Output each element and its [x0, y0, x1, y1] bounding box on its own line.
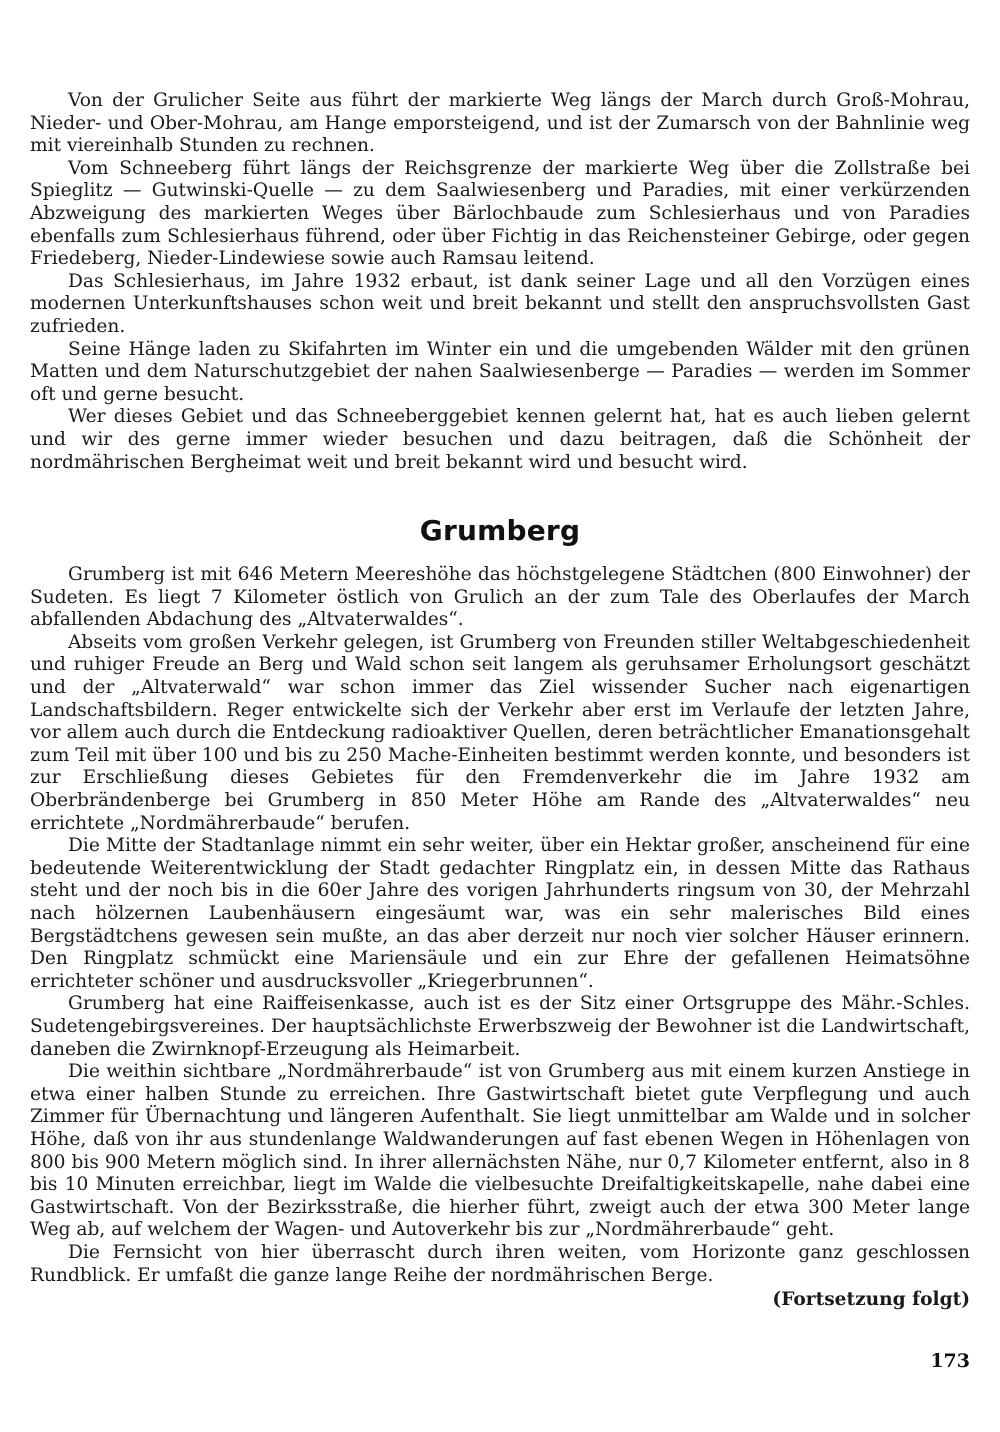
section-heading: Grumberg — [419, 514, 581, 548]
paragraph: Von der Grulicher Seite aus führt der markierte Weg längs der March durch Groß-Mohrau, Nieder- und Ober-Mohrau, am Hange emporsteigend, und ist der Zumarsch von der Bahnlinie weg mit viereinhalb Stunden zu rechnen. — [30, 90, 970, 157]
paragraph: Die Fernsicht von hier überrascht durch ihren weiten, vom Horizonte ganz geschlossen Rundblick. Er umfaßt die ganze lange Reihe der nordmährischen Berge. — [30, 1241, 970, 1286]
continuation-note: (Fortsetzung folgt) — [772, 1289, 970, 1311]
page-number: 173 — [930, 1350, 970, 1372]
paragraph: Seine Hänge laden zu Skifahrten im Winter ein und die umgebenden Wälder mit den grünen Matten und dem Naturschutzgebiet der nahen Saalwiesenberge — Paradies — werden im Sommer oft und gerne besucht. — [30, 338, 970, 405]
paragraph: Vom Schneeberg führt längs der Reichsgrenze der markierte Weg über die Zollstraße bei Spieglitz — Gutwinski-Quelle — zu dem Saalwiesenberg und Paradies, mit einer verkürzenden Abzweigung des markierten Weges über Bärlochbaude zum Schlesierhaus und von Paradies ebenfalls zum Schlesierhaus führend, oder über Fichtig in das Reichensteiner Gebirge, oder gegen Friedeberg, Nieder-Lindewiese sowie auch Ramsau leitend. — [30, 157, 970, 270]
paragraph: Grumberg ist mit 646 Metern Meereshöhe das höchstgelegene Städtchen (800 Einwohner) der Sudeten. Es liegt 7 Kilometer östlich von Grulich an der zum Tale des Oberlaufes der March abfallenden Abdachung des „Altvaterwaldes“. — [30, 564, 970, 631]
paragraph: Das Schlesierhaus, im Jahre 1932 erbaut, ist dank seiner Lage und all den Vorzügen eines modernen Unterkunftshauses schon weit und breit bekannt und stellt den anspruchsvollsten Gast zufrieden. — [30, 270, 970, 337]
paragraph: Grumberg hat eine Raiffeisenkasse, auch ist es der Sitz einer Ortsgruppe des Mähr.-Schles. Sudetengebirgsvereines. Der hauptsächlichste Erwerbszweig der Bewohner ist die Landwirtschaft, daneben die Zwirnknopf-Erzeugung als Heimarbeit. — [30, 993, 970, 1060]
section-schneeberg — [30, 90, 970, 474]
section-grumberg — [30, 564, 970, 1312]
paragraph: Wer dieses Gebiet und das Schneeberggebiet kennen gelernt hat, hat es auch lieben gelernt und wir des gerne immer wieder besuchen und dazu beitragen, daß die Schönheit der nordmährischen Bergheimat weit und breit bekannt wird und besucht wird. — [30, 406, 970, 473]
paragraph: Die Mitte der Stadtanlage nimmt ein sehr weiter, über ein Hektar großer, anscheinend für eine bedeutende Weiterentwicklung der Stadt gedachter Ringplatz ein, in dessen Mitte das Rathaus steht und der noch bis in die 60er Jahre des vorigen Jahrhunderts ringsum von 30, der Mehrzahl nach hölzernen Laubenhäusern eingesäumt war, was ein sehr malerisches Bild eines Bergstädtchens gewesen sein mußte, an das aber derzeit nur noch vier solcher Häuser erinnern. Den Ringplatz schmückt eine Mariensäule und ein zur Ehre der gefallenen Heimatsöhne errichteter schöner und ausdrucksvoller „Kriegerbrunnen“. — [30, 835, 970, 992]
paragraph: Die weithin sichtbare „Nordmährerbaude“ ist von Grumberg aus mit einem kurzen Anstiege in etwa einer halben Stunde zu erreichen. Ihre Gastwirtschaft bietet gute Verpflegung und auch Zimmer für Übernachtung und längeren Aufenthalt. Sie liegt unmittelbar am Walde und in solcher Höhe, daß von ihr aus stundenlange Waldwanderungen auf fast ebenen Wegen in Höhenlagen von 800 bis 900 Metern möglich sind. In ihrer allernächsten Nähe, nur 0,7 Kilometer entfernt, also in 8 bis 10 Minuten erreichbar, liegt im Walde die vielbesuchte Dreifaltigkeitskapelle, nahe dabei eine Gastwirtschaft. Von der Bezirksstraße, die hierher führt, zweigt auch der etwa 300 Meter lange Weg ab, auf welchem der Wagen- und Autoverkehr bis zur „Nordmährerbaude“ geht. — [30, 1061, 970, 1241]
paragraph: Abseits vom großen Verkehr gelegen, ist Grumberg von Freunden stiller Weltabgeschiedenheit und ruhiger Freude an Berg und Wald schon seit langem als geruhsamer Erholungsort geschätzt und der „Altvaterwald“ war schon immer das Ziel wissender Sucher nach eigenartigen Landschaftsbildern. Reger entwickelte sich der Verkehr aber erst im Verlaufe der letzten Jahre, vor allem auch durch die Entdeckung radioaktiver Quellen, deren beträchtlicher Emanationsgehalt zum Teil mit über 100 und bis zu 250 Mache-Einheiten bestimmt werden konnte, und besonders ist zur Erschließung dieses Gebietes für den Fremdenverkehr die im Jahre 1932 am Oberbrändenberge bei Grumberg in 850 Meter Höhe am Rande des „Altvaterwaldes“ neu errichtete „Nordmährerbaude“ berufen. — [30, 631, 970, 834]
page-body — [30, 90, 970, 1312]
